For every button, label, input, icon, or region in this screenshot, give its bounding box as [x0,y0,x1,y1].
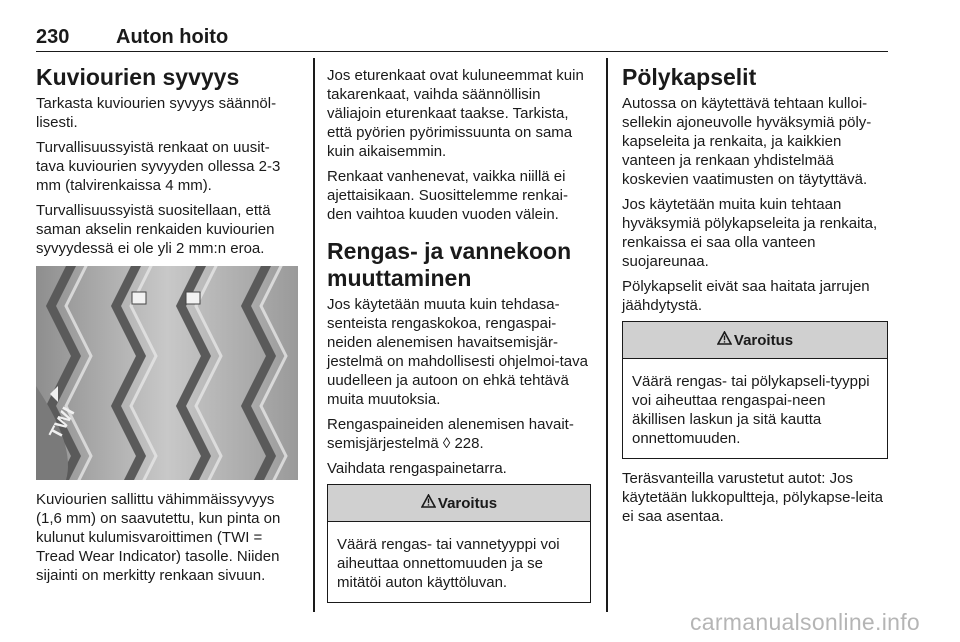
warning-title: Varoitus [733,331,794,349]
paragraph: Rengaspaineiden alenemisen havait‐semisjärjestelmä ◊ 228. [327,416,574,452]
paragraph: Renkaat vanhenevat, vaikka niillä ei ajettaisikaan. Suosittelemme renkai‐den vaihtoa kuuden vuoden välein. [327,168,568,223]
watermark-link[interactable]: carmanualsonline.info [689,609,920,635]
warning-title: Varoitus [437,494,498,512]
paragraph: Jos käytetään muuta kuin tehdasa‐senteista rengaskokoa, rengaspai‐neiden alenemisen havaitsemisjär‐jestelmä on mahdollisesti ohjelmoi‐tava uudelleen ja autoon on ehkä tehtävä muita muutoksia. [327,296,588,408]
warning-box [327,484,591,603]
column-divider [606,58,608,612]
column-2 [327,64,591,613]
paragraph: Jos eturenkaat ovat kuluneemmat kuin takarenkaat, vaihda säännöllisin väliajoin eturenkaat taakse. Tarkista, että pyörien pyörimissuunta on sama kuin aikaisemmin. [327,67,584,160]
column-1 [36,64,298,591]
twi-label: TWI [45,403,79,443]
paragraph: Vaihdata rengaspainetarra. [327,460,507,477]
warning-text: Väärä rengas- tai vannetyyppi voi aiheuttaa onnettomuuden ja se mitätöi auton käyttöluvan. [337,536,560,591]
paragraph: Tarkasta kuviourien syvyys säännöl‐lisesti. [36,95,277,131]
warning-triangle-icon [717,331,732,349]
warning-header [328,485,590,522]
paragraph: Turvallisuussyistä renkaat on uusit‐tava kuviourien syvyyden ollessa 2-3 mm (talvirenkaissa 4 mm). [36,139,281,194]
paragraph: Pölykapselit eivät saa haitata jarrujen jäähdytystä. [622,278,870,314]
paragraph: Turvallisuussyistä suositellaan, että saman akselin renkaiden kuviourien syvyydessä ei ole yli 2 mm:n eroa. [36,202,275,257]
warning-box [622,321,888,459]
image-caption: Kuviourien sallittu vähimmäissyvyys (1,6 mm) on saavutettu, kun pinta on kulunut kulumisvaroittimen (TWI = Tread Wear Indicator) tasolle. Niiden sijainti on merkitty renkaan sivuun. [36,491,281,584]
paragraph: Teräsvanteilla varustetut autot: Jos käytetään lukkopultteja, pölykapse‐leita ei saa asentaa. [622,470,883,525]
warning-text: Väärä rengas- tai pölykapseli‐tyyppi voi aiheuttaa rengaspai‐neen äkillisen laskun ja sitä kautta onnettomuuden. [632,373,870,447]
column-3 [622,64,888,532]
page-number: 230 [36,26,70,48]
heading-wheel-covers: Pölykapselit [622,64,757,90]
warning-triangle-icon [421,494,436,512]
section-title: Auton hoito [116,26,229,48]
heading-tread-depth: Kuviourien syvyys [36,64,240,90]
heading-tire-size-change: Rengas- ja vannekoon muuttaminen [327,238,572,291]
page-header [36,26,888,52]
warning-header [623,322,887,359]
paragraph: Autossa on käytettävä tehtaan kulloi‐sellekin ajoneuvolle hyväksymiä pöly‐kapseleita ja renkaita, ja kaikkien vanteen ja renkaan yhdistelmää koskevien vaatimusten on täytyttävä. [622,95,872,188]
paragraph: Jos käytetään muita kuin tehtaan hyväksymiä pölykapseleita ja renkaita, renkaissa ei saa olla vanteen suojareunaa. [622,196,878,270]
column-divider [313,58,315,612]
tire-tread-illustration [36,266,298,480]
